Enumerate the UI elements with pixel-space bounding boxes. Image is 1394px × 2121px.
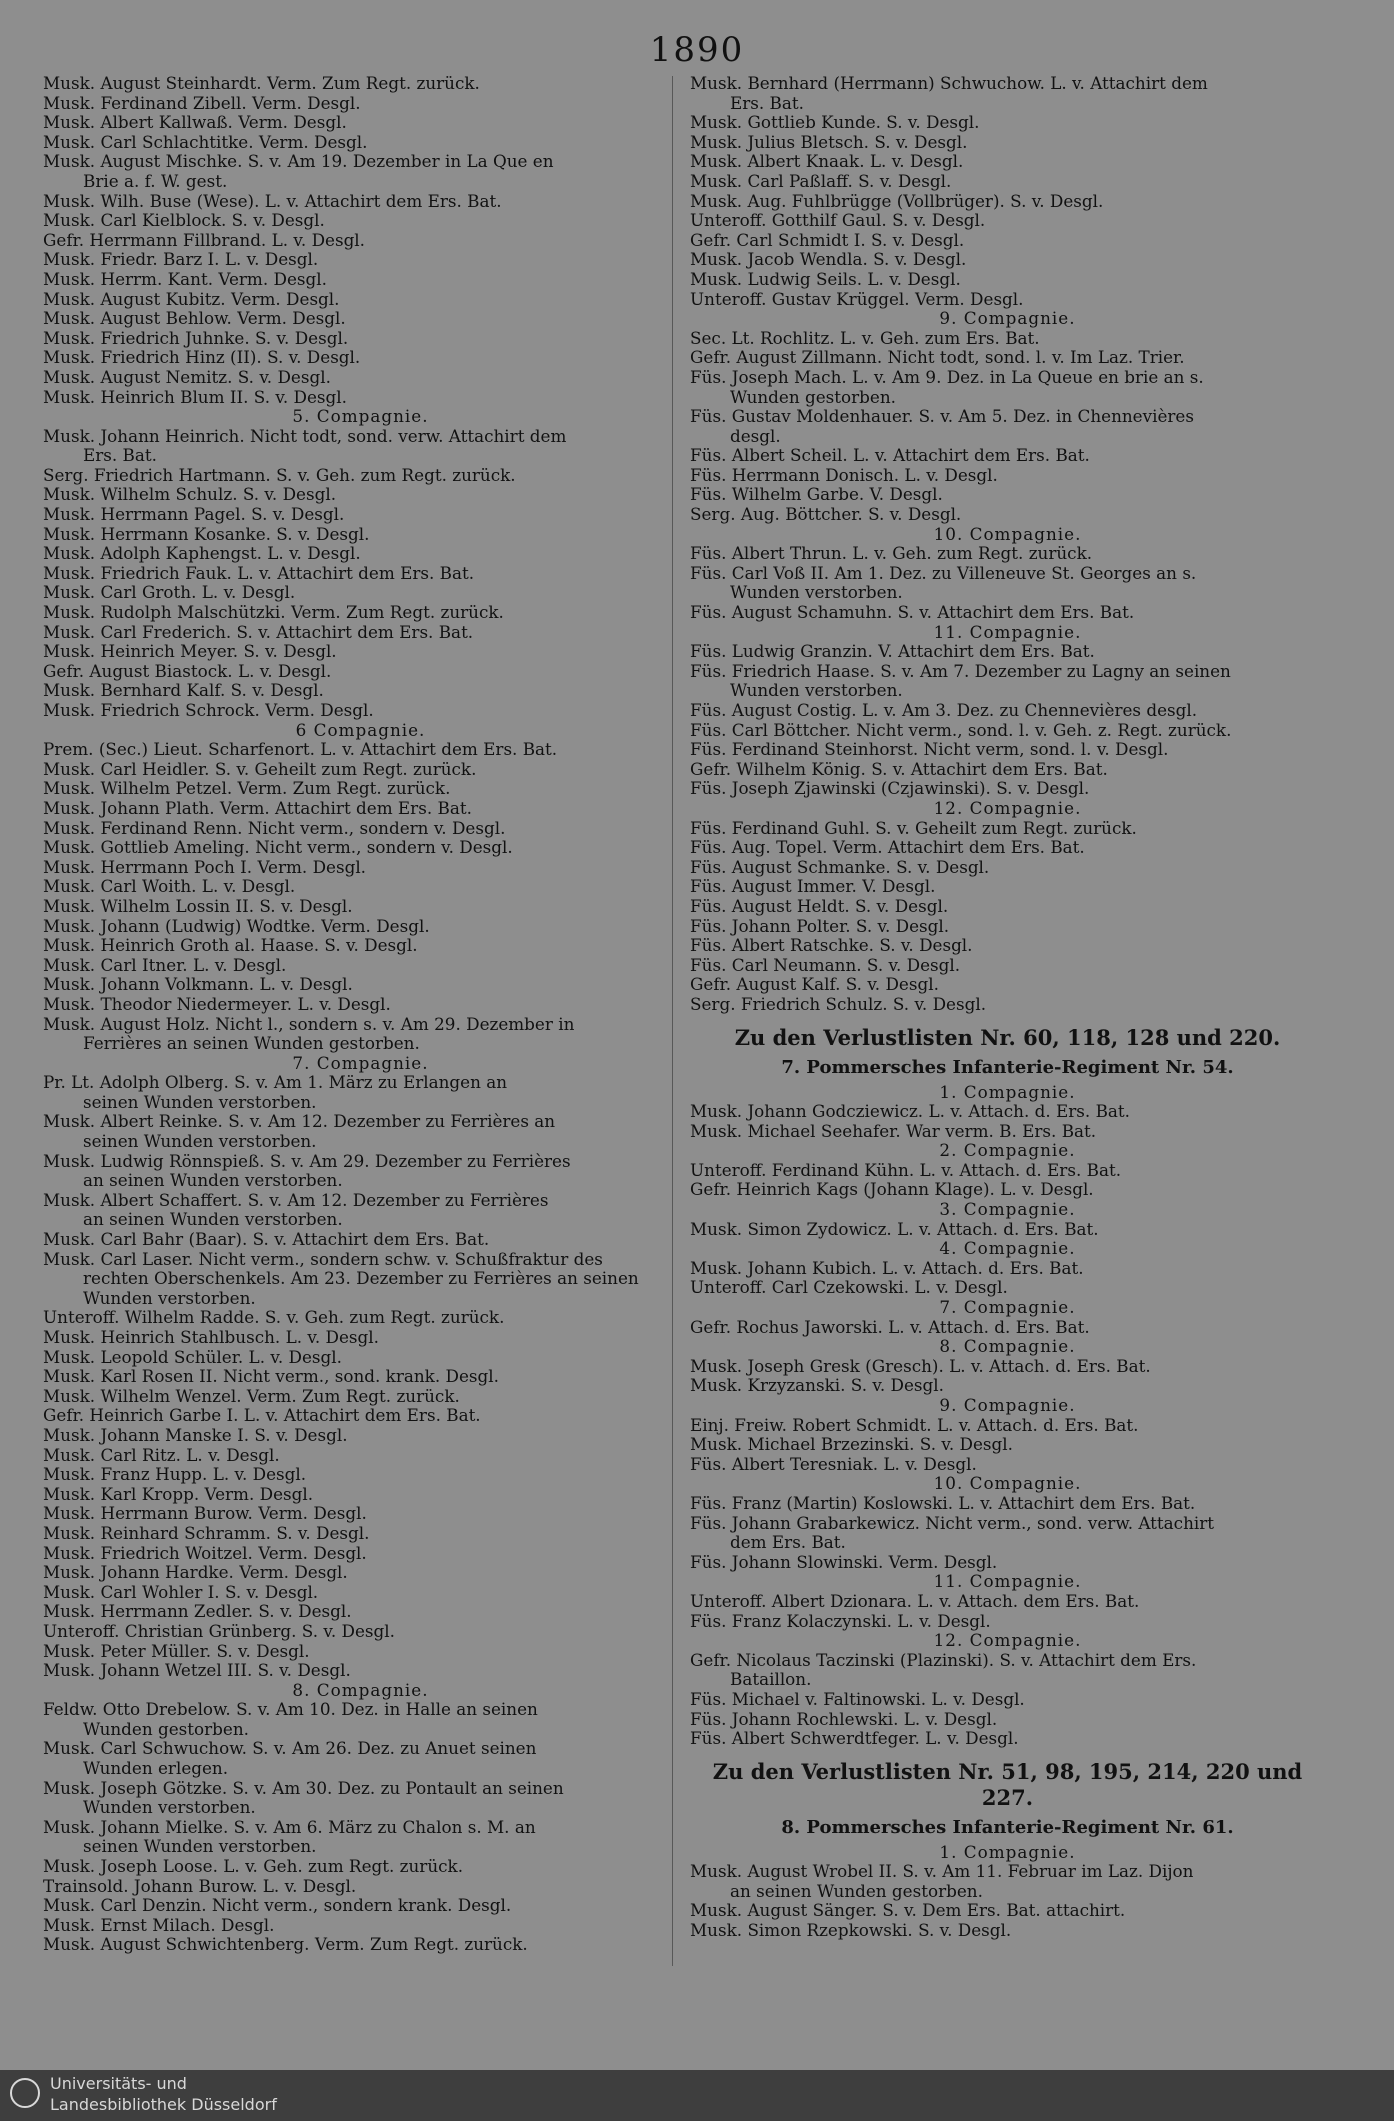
list-entry: Serg. Aug. Böttcher. S. v. Desgl. — [690, 504, 962, 525]
list-entry: Musk. Rudolph Malschützki. Verm. Zum Regt. zurück. — [43, 602, 504, 623]
list-entry: Füs. August Schmanke. S. v. Desgl. — [690, 856, 990, 877]
list-entry: Musk. Wilhelm Lossin II. S. v. Desgl. — [43, 895, 353, 916]
list-entry: Musk. Wilhelm Petzel. Verm. Zum Regt. zurück. — [43, 778, 451, 799]
list-entry: Einj. Freiw. Robert Schmidt. L. v. Attach. d. Ers. Bat. — [690, 1414, 1139, 1435]
list-entry: Gefr. Nicolaus Taczinski (Plazinski). S. v. Attachirt dem Ers. — [690, 1649, 1197, 1670]
list-entry: Musk. Friedrich Fauk. L. v. Attachirt dem Ers. Bat. — [43, 562, 475, 583]
list-entry: Musk. Johann Heinrich. Nicht todt, sond. verw. Attachirt dem — [43, 425, 567, 446]
list-entry: Füs. Carl Böttcher. Nicht verm., sond. l. v. Geh. z. Regt. zurück. — [690, 719, 1232, 740]
entry-continuation: Wunden verstorben. — [730, 582, 903, 603]
list-entry: Gefr. Wilhelm König. S. v. Attachirt dem Ers. Bat. — [690, 758, 1108, 779]
list-entry: Musk. Karl Kropp. Verm. Desgl. — [43, 1483, 314, 1504]
list-entry: Musk. Adolph Kaphengst. L. v. Desgl. — [43, 543, 361, 564]
entry-continuation: Wunden verstorben. — [83, 1287, 256, 1308]
list-entry: Unteroff. Carl Czekowski. L. v. Desgl. — [690, 1277, 1008, 1298]
section-heading: Zu den Verlustlisten Nr. 51, 98, 195, 214, 220 und 227. — [712, 1758, 1303, 1810]
list-entry: Füs. August Schamuhn. S. v. Attachirt dem Ers. Bat. — [690, 602, 1135, 623]
entry-continuation: an seinen Wunden gestorben. — [730, 1880, 983, 1901]
list-entry: Gefr. Heinrich Garbe I. L. v. Attachirt dem Ers. Bat. — [43, 1405, 481, 1426]
company-heading: 6 Compagnie. — [295, 719, 426, 740]
list-entry: Füs. Albert Thrun. L. v. Geh. zum Regt. zurück. — [690, 543, 1093, 564]
list-entry: Gefr. Herrmann Fillbrand. L. v. Desgl. — [43, 229, 366, 250]
list-entry: Musk. Carl Schwuchow. S. v. Am 26. Dez. zu Anuet seinen — [43, 1738, 537, 1759]
list-entry: Füs. Albert Teresniak. L. v. Desgl. — [690, 1453, 977, 1474]
list-entry: Füs. Herrmann Donisch. L. v. Desgl. — [690, 464, 998, 485]
list-entry: Musk. Heinrich Groth al. Haase. S. v. Desgl. — [43, 935, 418, 956]
library-footer — [0, 2070, 1394, 2121]
list-entry: Feldw. Otto Drebelow. S. v. Am 10. Dez. in Halle an seinen — [43, 1699, 538, 1720]
list-entry: Musk. Carl Frederich. S. v. Attachirt dem Ers. Bat. — [43, 621, 474, 642]
list-entry: Füs. Carl Voß II. Am 1. Dez. zu Villeneuve St. Georges an s. — [690, 562, 1197, 583]
list-entry: Füs. Wilhelm Garbe. V. Desgl. — [690, 484, 943, 505]
list-entry: Gefr. Rochus Jaworski. L. v. Attach. d. Ers. Bat. — [690, 1316, 1090, 1337]
company-heading: 7. Compagnie. — [939, 1297, 1076, 1318]
section-heading: Zu den Verlustlisten Nr. 60, 118, 128 und 220. — [734, 1024, 1281, 1050]
list-entry: Musk. Michael Seehafer. War verm. B. Ers. Bat. — [690, 1120, 1097, 1141]
list-entry: Musk. Aug. Fuhlbrügge (Vollbrüger). S. v. Desgl. — [690, 190, 1104, 211]
list-entry: Prem. (Sec.) Lieut. Scharfenort. L. v. Attachirt dem Ers. Bat. — [43, 739, 558, 760]
list-entry: Musk. Herrmann Burow. Verm. Desgl. — [43, 1503, 367, 1524]
list-entry: Musk. Johann (Ludwig) Wodtke. Verm. Desgl. — [43, 915, 430, 936]
list-entry: Musk. Franz Hupp. L. v. Desgl. — [43, 1464, 307, 1485]
list-entry: Musk. Peter Müller. S. v. Desgl. — [43, 1640, 310, 1661]
list-entry: Musk. Ludwig Seils. L. v. Desgl. — [690, 268, 961, 289]
list-entry: Musk. Heinrich Blum II. S. v. Desgl. — [43, 386, 347, 407]
list-entry: Musk. Carl Paßlaff. S. v. Desgl. — [690, 170, 952, 191]
list-entry: Musk. Carl Laser. Nicht verm., sondern schw. v. Schußfraktur des — [43, 1248, 603, 1269]
list-entry: Gefr. Carl Schmidt I. S. v. Desgl. — [690, 229, 965, 250]
list-entry: Musk. Johann Plath. Verm. Attachirt dem Ers. Bat. — [43, 797, 472, 818]
list-entry: Musk. Friedrich Juhnke. S. v. Desgl. — [43, 327, 349, 348]
list-entry: Musk. Julius Bletsch. S. v. Desgl. — [690, 131, 968, 152]
regiment-heading: 7. Pommersches Infanterie-Regiment Nr. 54. — [781, 1056, 1234, 1078]
list-entry: Unteroff. Christian Grünberg. S. v. Desgl. — [43, 1620, 395, 1641]
list-entry: Musk. Johann Hardke. Verm. Desgl. — [43, 1562, 348, 1583]
list-entry: Pr. Lt. Adolph Olberg. S. v. Am 1. März zu Erlangen an — [43, 1072, 508, 1093]
company-heading: 10. Compagnie. — [933, 1473, 1082, 1494]
list-entry: Gefr. August Biastock. L. v. Desgl. — [43, 660, 332, 681]
entry-continuation: seinen Wunden verstorben. — [83, 1091, 317, 1112]
page-number: 1890 — [649, 30, 745, 70]
list-entry: Gefr. August Kalf. S. v. Desgl. — [690, 974, 939, 995]
list-entry: Musk. Ferdinand Zibell. Verm. Desgl. — [43, 92, 361, 113]
list-entry: Füs. Franz (Martin) Koslowski. L. v. Attachirt dem Ers. Bat. — [690, 1492, 1196, 1513]
list-entry: Musk. Gottlieb Kunde. S. v. Desgl. — [690, 112, 980, 133]
company-heading: 7. Compagnie. — [292, 1052, 429, 1073]
list-entry: Füs. Johann Rochlewski. L. v. Desgl. — [690, 1708, 998, 1729]
regiment-heading: 8. Pommersches Infanterie-Regiment Nr. 61. — [781, 1816, 1234, 1838]
company-heading: 11. Compagnie. — [933, 1571, 1082, 1592]
company-heading: 9. Compagnie. — [939, 308, 1076, 329]
entry-continuation: desgl. — [730, 425, 781, 446]
list-entry: Musk. Albert Reinke. S. v. Am 12. Dezember zu Ferrières an — [43, 1111, 556, 1132]
list-entry: Musk. Friedrich Schrock. Verm. Desgl. — [43, 700, 374, 720]
list-entry: Musk. Heinrich Meyer. S. v. Desgl. — [43, 641, 337, 662]
list-entry: Musk. Friedr. Barz I. L. v. Desgl. — [43, 249, 319, 270]
list-entry: Musk. Bernhard Kalf. S. v. Desgl. — [43, 680, 324, 701]
list-entry: Musk. Joseph Gresk (Gresch). L. v. Attach. d. Ers. Bat. — [690, 1355, 1151, 1376]
list-entry: Füs. Johann Grabarkewicz. Nicht verm., sond. verw. Attachirt — [690, 1512, 1215, 1533]
list-entry: Musk. Friedrich Hinz (II). S. v. Desgl. — [43, 347, 361, 368]
list-entry: Musk. Carl Denzin. Nicht verm., sondern krank. Desgl. — [43, 1895, 512, 1916]
list-entry: Sec. Lt. Rochlitz. L. v. Geh. zum Ers. Bat. — [690, 327, 1040, 348]
list-entry: Musk. August Steinhardt. Verm. Zum Regt. zurück. — [43, 73, 480, 93]
entry-continuation: Ferrières an seinen Wunden gestorben. — [83, 1033, 420, 1054]
list-entry: Musk. August Nemitz. S. v. Desgl. — [43, 366, 331, 387]
library-name-line2: Landesbibliothek Düsseldorf — [50, 2095, 277, 2114]
list-entry: Musk. Johann Wetzel III. S. v. Desgl. — [43, 1660, 351, 1681]
list-entry: Musk. Simon Zydowicz. L. v. Attach. d. Ers. Bat. — [690, 1218, 1099, 1239]
list-entry: Musk. Krzyzanski. S. v. Desgl. — [690, 1375, 944, 1396]
list-entry: Musk. Wilh. Buse (Wese). L. v. Attachirt dem Ers. Bat. — [43, 190, 502, 211]
list-entry: Füs. August Heldt. S. v. Desgl. — [690, 895, 949, 916]
list-entry: Musk. Johann Mielke. S. v. Am 6. März zu Chalon s. M. an — [43, 1816, 536, 1837]
list-entry: Musk. August Wrobel II. S. v. Am 11. Februar im Laz. Dijon — [690, 1861, 1194, 1882]
list-entry: Unteroff. Albert Dzionara. L. v. Attach. dem Ers. Bat. — [690, 1590, 1140, 1611]
entry-continuation: rechten Oberschenkels. Am 23. Dezember zu Ferrières an seinen — [83, 1268, 639, 1289]
list-entry: Musk. Carl Kielblock. S. v. Desgl. — [43, 210, 325, 231]
list-entry: Musk. August Sänger. S. v. Dem Ers. Bat. attachirt. — [690, 1900, 1126, 1921]
entry-continuation: Ers. Bat. — [83, 445, 157, 466]
list-entry: Füs. Albert Ratschke. S. v. Desgl. — [690, 935, 973, 956]
list-entry: Musk. Johann Kubich. L. v. Attach. d. Ers. Bat. — [690, 1257, 1084, 1278]
list-entry: Musk. Carl Woith. L. v. Desgl. — [43, 876, 296, 897]
list-entry: Musk. August Behlow. Verm. Desgl. — [43, 308, 346, 329]
company-heading: 10. Compagnie. — [933, 523, 1082, 544]
column-divider — [672, 76, 673, 1966]
entry-continuation: Wunden verstorben. — [730, 680, 903, 701]
list-entry: Musk. Ernst Milach. Desgl. — [43, 1914, 275, 1935]
company-heading: 5. Compagnie. — [292, 406, 429, 427]
list-entry: Musk. Albert Knaak. L. v. Desgl. — [690, 151, 964, 172]
entry-continuation: seinen Wunden verstorben. — [83, 1131, 317, 1152]
company-heading: 9. Compagnie. — [939, 1395, 1076, 1415]
company-heading: 8. Compagnie. — [292, 1679, 429, 1700]
list-entry: Musk. Joseph Loose. L. v. Geh. zum Regt. zurück. — [43, 1856, 464, 1877]
list-entry: Musk. Herrm. Kant. Verm. Desgl. — [43, 268, 327, 289]
library-name-line1: Universitäts- und — [50, 2074, 187, 2093]
entry-continuation: Wunden gestorben. — [83, 1718, 249, 1739]
entry-continuation: an seinen Wunden verstorben. — [83, 1170, 343, 1191]
list-entry: Gefr. August Zillmann. Nicht todt, sond. l. v. Im Laz. Trier. — [690, 347, 1185, 368]
list-entry: Musk. Herrmann Pagel. S. v. Desgl. — [43, 504, 345, 525]
library-logo-icon — [10, 2078, 40, 2108]
list-entry: Füs. Johann Slowinski. Verm. Desgl. — [690, 1551, 998, 1572]
list-entry: Füs. Ferdinand Guhl. S. v. Geheilt zum Regt. zurück. — [690, 817, 1137, 838]
company-heading: 3. Compagnie. — [939, 1199, 1076, 1220]
list-entry: Musk. Wilhelm Schulz. S. v. Desgl. — [43, 484, 337, 505]
list-entry: Musk. Johann Godcziewicz. L. v. Attach. d. Ers. Bat. — [690, 1101, 1130, 1122]
entry-continuation: dem Ers. Bat. — [730, 1532, 846, 1553]
list-entry: Füs. Ludwig Granzin. V. Attachirt dem Ers. Bat. — [690, 641, 1095, 662]
list-entry: Musk. Karl Rosen II. Nicht verm., sond. krank. Desgl. — [43, 1366, 499, 1387]
list-entry: Musk. Wilhelm Wenzel. Verm. Zum Regt. zurück. — [43, 1385, 460, 1406]
list-entry: Musk. Ferdinand Renn. Nicht verm., sondern v. Desgl. — [43, 817, 506, 838]
entry-continuation: an seinen Wunden verstorben. — [83, 1209, 343, 1230]
list-entry: Serg. Friedrich Hartmann. S. v. Geh. zum Regt. zurück. — [43, 464, 516, 485]
list-entry: Musk. Michael Brzezinski. S. v. Desgl. — [690, 1434, 1013, 1455]
list-entry: Trainsold. Johann Burow. L. v. Desgl. — [43, 1875, 357, 1896]
list-entry: Füs. Michael v. Faltinowski. L. v. Desgl. — [690, 1688, 1025, 1709]
list-entry: Musk. Gottlieb Ameling. Nicht verm., sondern v. Desgl. — [43, 837, 513, 858]
list-entry: Füs. Albert Schwerdtfeger. L. v. Desgl. — [690, 1728, 1019, 1749]
list-entry: Musk. August Schwichtenberg. Verm. Zum Regt. zurück. — [43, 1934, 528, 1955]
list-entry: Musk. Joseph Götzke. S. v. Am 30. Dez. zu Pontault an seinen — [43, 1777, 564, 1798]
company-heading: 2. Compagnie. — [939, 1140, 1076, 1161]
list-entry: Musk. Jacob Wendla. S. v. Desgl. — [690, 249, 967, 270]
list-entry: Musk. Carl Heidler. S. v. Geheilt zum Regt. zurück. — [43, 758, 477, 779]
entry-continuation: Ers. Bat. — [730, 92, 804, 113]
list-entry: Füs. Carl Neumann. S. v. Desgl. — [690, 954, 961, 975]
company-heading: 1. Compagnie. — [939, 1081, 1076, 1102]
list-entry: Musk. August Mischke. S. v. Am 19. Dezember in La Que en — [43, 151, 554, 172]
list-entry: Unteroff. Gotthilf Gaul. S. v. Desgl. — [690, 210, 986, 231]
list-entry: Unteroff. Gustav Krüggel. Verm. Desgl. — [690, 288, 1024, 309]
company-heading: 4. Compagnie. — [939, 1238, 1076, 1259]
list-entry: Musk. Johann Manske I. S. v. Desgl. — [43, 1424, 348, 1445]
list-entry: Musk. Johann Volkmann. L. v. Desgl. — [43, 974, 353, 995]
list-entry: Musk. Albert Kallwaß. Verm. Desgl. — [43, 112, 347, 133]
list-entry: Musk. Carl Ritz. L. v. Desgl. — [43, 1444, 280, 1465]
list-entry: Musk. Theodor Niedermeyer. L. v. Desgl. — [43, 993, 391, 1014]
list-entry: Füs. Johann Polter. S. v. Desgl. — [690, 915, 950, 936]
list-entry: Musk. Friedrich Woitzel. Verm. Desgl. — [43, 1542, 367, 1563]
entry-continuation: Bataillon. — [730, 1669, 812, 1690]
company-heading: 12. Compagnie. — [933, 1630, 1082, 1651]
entry-continuation: Wunden gestorben. — [730, 386, 896, 407]
list-entry: Musk. Carl Bahr (Baar). S. v. Attachirt dem Ers. Bat. — [43, 1229, 490, 1250]
company-heading: 8. Compagnie. — [939, 1336, 1076, 1357]
list-entry: Füs. Joseph Mach. L. v. Am 9. Dez. in La Queue en brie an s. — [690, 366, 1204, 387]
left-column — [43, 74, 678, 1955]
list-entry: Musk. August Holz. Nicht l., sondern s. v. Am 29. Dezember in — [43, 1013, 575, 1034]
list-entry: Musk. Carl Itner. L. v. Desgl. — [43, 954, 287, 975]
entry-continuation: Wunden erlegen. — [83, 1758, 229, 1779]
list-entry: Füs. August Immer. V. Desgl. — [690, 876, 936, 897]
list-entry: Serg. Friedrich Schulz. S. v. Desgl. — [690, 993, 987, 1014]
list-entry: Musk. Herrmann Kosanke. S. v. Desgl. — [43, 523, 370, 544]
list-entry: Füs. August Costig. L. v. Am 3. Dez. zu Chennevières desgl. — [690, 700, 1198, 720]
list-entry: Musk. August Kubitz. Verm. Desgl. — [43, 288, 340, 309]
list-entry: Musk. Reinhard Schramm. S. v. Desgl. — [43, 1522, 370, 1543]
entry-continuation: seinen Wunden verstorben. — [83, 1836, 317, 1857]
list-entry: Füs. Franz Kolaczynski. L. v. Desgl. — [690, 1610, 991, 1631]
list-entry: Musk. Herrmann Poch I. Verm. Desgl. — [43, 856, 367, 877]
list-entry: Füs. Gustav Moldenhauer. S. v. Am 5. Dez. in Chennevières — [690, 406, 1194, 427]
list-entry: Musk. Carl Wohler I. S. v. Desgl. — [43, 1581, 319, 1602]
list-entry: Musk. Ludwig Rönnspieß. S. v. Am 29. Dezember zu Ferrières — [43, 1150, 571, 1171]
list-entry: Füs. Friedrich Haase. S. v. Am 7. Dezember zu Lagny an seinen — [690, 660, 1231, 681]
list-entry: Füs. Albert Scheil. L. v. Attachirt dem Ers. Bat. — [690, 445, 1090, 466]
list-entry: Füs. Aug. Topel. Verm. Attachirt dem Ers. Bat. — [690, 837, 1085, 858]
list-entry: Unteroff. Ferdinand Kühn. L. v. Attach. d. Ers. Bat. — [690, 1159, 1122, 1180]
list-entry: Musk. Simon Rzepkowski. S. v. Desgl. — [690, 1920, 1012, 1941]
company-heading: 11. Compagnie. — [933, 621, 1082, 642]
list-entry: Musk. Albert Schaffert. S. v. Am 12. Dezember zu Ferrières — [43, 1189, 549, 1210]
list-entry: Musk. Herrmann Zedler. S. v. Desgl. — [43, 1601, 352, 1622]
entry-continuation: Brie a. f. W. gest. — [83, 170, 228, 191]
list-entry: Musk. Heinrich Stahlbusch. L. v. Desgl. — [43, 1327, 379, 1347]
company-heading: 1. Compagnie. — [939, 1841, 1076, 1862]
list-entry: Füs. Joseph Zjawinski (Czjawinski). S. v. Desgl. — [690, 778, 1090, 799]
right-column — [690, 74, 1325, 1941]
list-entry: Musk. Carl Groth. L. v. Desgl. — [43, 582, 296, 603]
list-entry: Musk. Carl Schlachtitke. Verm. Desgl. — [43, 131, 368, 152]
company-heading: 12. Compagnie. — [933, 797, 1082, 818]
list-entry: Musk. Leopold Schüler. L. v. Desgl. — [43, 1346, 342, 1367]
list-entry: Unteroff. Wilhelm Radde. S. v. Geh. zum Regt. zurück. — [43, 1307, 505, 1328]
list-entry: Musk. Bernhard (Herrmann) Schwuchow. L. v. Attachirt dem — [690, 73, 1208, 93]
list-entry: Gefr. Heinrich Kags (Johann Klage). L. v. Desgl. — [690, 1179, 1094, 1200]
list-entry: Füs. Ferdinand Steinhorst. Nicht verm, sond. l. v. Desgl. — [690, 739, 1169, 760]
entry-continuation: Wunden verstorben. — [83, 1797, 256, 1818]
